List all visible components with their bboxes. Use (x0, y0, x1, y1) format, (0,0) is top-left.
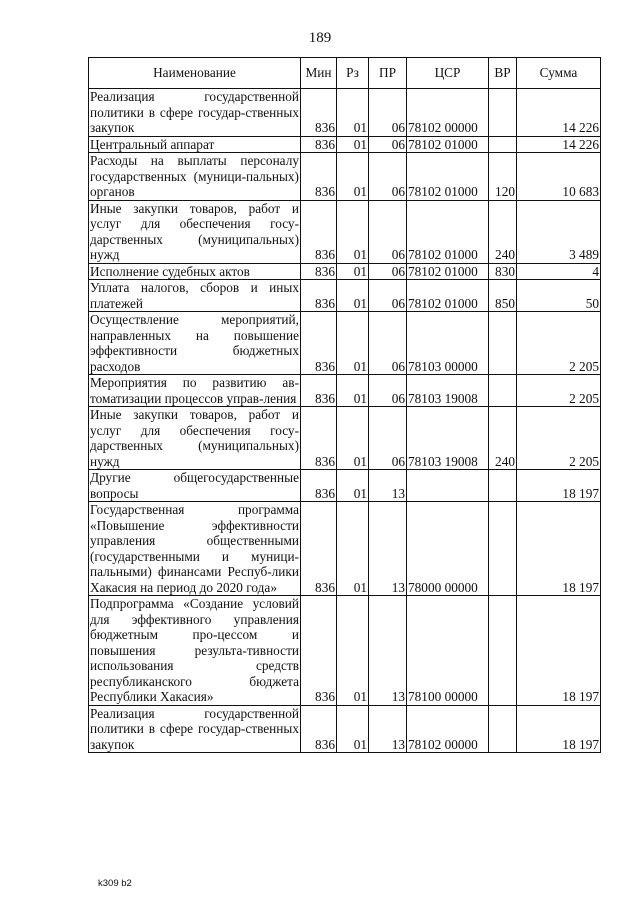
row-sum: 10 683 (517, 153, 601, 201)
table-row (89, 502, 601, 596)
row-min: 836 (301, 407, 337, 470)
row-name: Уплата налогов, сборов и иных платежей (90, 280, 299, 311)
row-name: Исполнение судебных актов (89, 263, 301, 280)
row-min: 836 (301, 89, 337, 137)
row-min: 836 (301, 153, 337, 201)
table-row (89, 280, 601, 312)
table-row (89, 407, 601, 470)
row-sum: 2 205 (517, 375, 601, 407)
row-min: 836 (301, 470, 337, 502)
column-header-vr: ВР (489, 58, 517, 89)
row-sum: 18 197 (517, 705, 601, 753)
table-row (89, 705, 601, 753)
column-header-name: Наименование (89, 58, 301, 89)
row-rz: 01 (337, 705, 369, 753)
row-csr: 78102 01000 (407, 200, 489, 263)
row-rz: 01 (337, 375, 369, 407)
table-row (89, 153, 601, 201)
row-vr (489, 705, 517, 753)
row-sum: 18 197 (517, 470, 601, 502)
row-min: 836 (301, 136, 337, 153)
row-csr: 78102 01000 (407, 136, 489, 153)
column-header-sum: Сумма (517, 58, 601, 89)
table-row (89, 375, 601, 407)
row-min: 836 (301, 200, 337, 263)
table-row (89, 89, 601, 137)
row-csr: 78102 00000 (407, 705, 489, 753)
row-sum: 2 205 (517, 407, 601, 470)
table-header-row (89, 58, 601, 89)
row-name: Подпрограмма «Создание условий для эффективного управления бюджетным про-цессом и повышения результа-тивности использования средств республиканского бюджета Республики Хакасия» (90, 596, 299, 704)
row-name: Иные закупки товаров, работ и услуг для обеспечения госу-дарственных (муниципальных) нужд (90, 407, 299, 469)
column-header-csr: ЦСР (407, 58, 489, 89)
row-pr: 06 (369, 312, 407, 375)
row-vr: 830 (489, 263, 517, 280)
table-row (89, 136, 601, 153)
row-csr: 78103 19008 (407, 407, 489, 470)
column-header-pr: ПР (369, 58, 407, 89)
row-rz: 01 (337, 596, 369, 706)
table-row (89, 596, 601, 706)
row-sum: 3 489 (517, 200, 601, 263)
row-csr: 78102 01000 (407, 280, 489, 312)
row-min: 836 (301, 596, 337, 706)
row-name: Расходы на выплаты персоналу государственных (муници-пальных) органов (90, 153, 299, 199)
row-name: Государственная программа «Повышение эффективности управления общественными (государственными и муници-пальными) финансами Респуб-лики Хакасия на период до 2020 года» (90, 502, 299, 595)
row-name: Центральный аппарат (89, 136, 301, 153)
row-vr: 850 (489, 280, 517, 312)
row-sum: 14 226 (517, 89, 601, 137)
row-min: 836 (301, 375, 337, 407)
row-vr (489, 596, 517, 706)
row-name: Иные закупки товаров, работ и услуг для обеспечения госу-дарственных (муниципальных) нужд (90, 200, 299, 262)
row-pr: 06 (369, 153, 407, 201)
table-row (89, 470, 601, 502)
table-row (89, 312, 601, 375)
row-csr: 78100 00000 (407, 596, 489, 706)
row-min: 836 (301, 312, 337, 375)
row-csr: 78102 00000 (407, 89, 489, 137)
row-name: Реализация государственной политики в сфере государ-ственных закупок (90, 705, 299, 752)
row-pr: 06 (369, 263, 407, 280)
row-sum: 18 197 (517, 502, 601, 596)
row-vr: 240 (489, 407, 517, 470)
row-vr (489, 470, 517, 502)
row-rz: 01 (337, 312, 369, 375)
row-pr: 13 (369, 705, 407, 753)
page-number: 189 (308, 30, 332, 46)
row-vr (489, 375, 517, 407)
row-rz: 01 (337, 200, 369, 263)
row-csr: 78000 00000 (407, 502, 489, 596)
row-pr: 06 (369, 200, 407, 263)
row-sum: 18 197 (517, 596, 601, 706)
row-pr: 13 (369, 596, 407, 706)
row-min: 836 (301, 263, 337, 280)
row-name: Другие общегосударственные вопросы (90, 470, 299, 501)
row-pr: 06 (369, 407, 407, 470)
row-vr: 240 (489, 200, 517, 263)
row-vr (489, 136, 517, 153)
row-csr: 78103 00000 (407, 312, 489, 375)
row-sum: 50 (517, 280, 601, 312)
row-name: Реализация государственной политики в сфере государ-ственных закупок (90, 89, 299, 135)
row-rz: 01 (337, 280, 369, 312)
row-rz: 01 (337, 136, 369, 153)
row-rz: 01 (337, 502, 369, 596)
row-rz: 01 (337, 153, 369, 201)
row-min: 836 (301, 280, 337, 312)
row-csr (407, 470, 489, 502)
table-row (89, 263, 601, 280)
column-header-min: Мин (301, 58, 337, 89)
row-csr: 78103 19008 (407, 375, 489, 407)
row-csr: 78102 01000 (407, 263, 489, 280)
row-vr (489, 89, 517, 137)
budget-table (88, 57, 601, 753)
row-sum: 4 (517, 263, 601, 280)
row-rz: 01 (337, 470, 369, 502)
row-rz: 01 (337, 263, 369, 280)
row-pr: 13 (369, 470, 407, 502)
row-min: 836 (301, 705, 337, 753)
row-rz: 01 (337, 89, 369, 137)
row-csr: 78102 01000 (407, 153, 489, 201)
row-pr: 06 (369, 280, 407, 312)
row-rz: 01 (337, 407, 369, 470)
row-sum: 2 205 (517, 312, 601, 375)
footer-code: k309 b2 (98, 878, 132, 889)
row-min: 836 (301, 502, 337, 596)
table-row (89, 200, 601, 263)
row-vr (489, 502, 517, 596)
row-vr: 120 (489, 153, 517, 201)
row-pr: 06 (369, 375, 407, 407)
row-pr: 13 (369, 502, 407, 596)
row-vr (489, 312, 517, 375)
row-pr: 06 (369, 89, 407, 137)
row-name: Осуществление мероприятий, направленных на повышение эффективности бюджетных расходов (90, 312, 299, 374)
row-name: Мероприятия по развитию ав-томатизации процессов управ-ления (90, 375, 299, 406)
row-sum: 14 226 (517, 136, 601, 153)
column-header-rz: Рз (337, 58, 369, 89)
row-pr: 06 (369, 136, 407, 153)
